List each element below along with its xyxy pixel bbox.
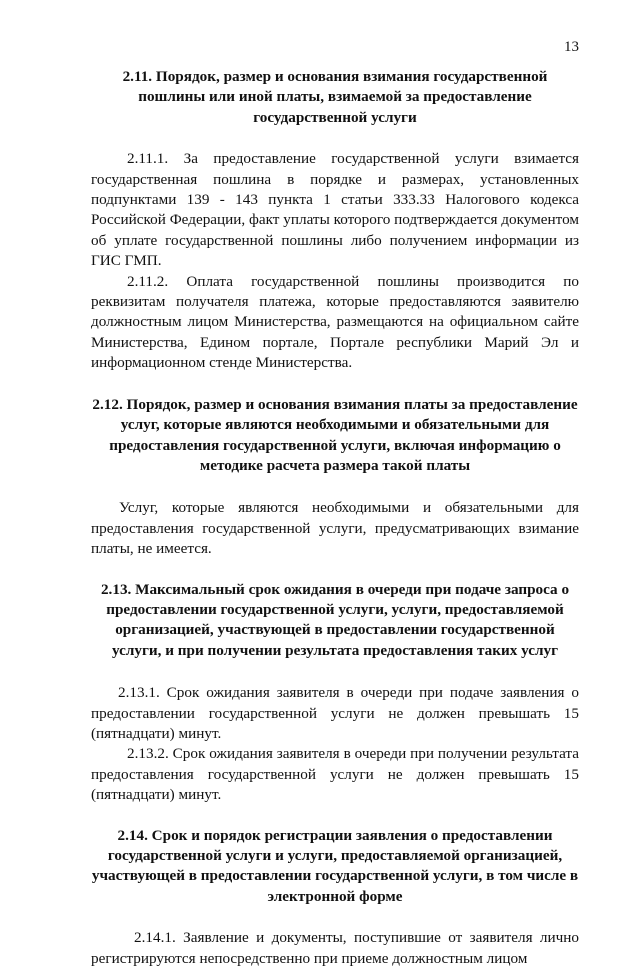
page-number: 13 — [564, 39, 579, 55]
section-heading-2-12: 2.12. Порядок, размер и основания взимания платы за предоставление услуг, которые являются необходимыми и обязательными для предоставления государственной услуги, включая информацию о методике расчета размера такой платы — [92, 395, 578, 474]
paragraph-2-11-2: 2.11.2. Оплата государственной пошлины производится по реквизитам получателя платежа, которые предоставляются заявителю должностным лицом Министерства, размещаются на официальном сайте Министерства, Едином портале, Портале республики Марий Эл и информационном стенде Министерства. — [91, 272, 579, 372]
paragraph-2-13-2: 2.13.2. Срок ожидания заявителя в очереди при получении результата предоставления государственной услуги не должен превышать 15 (пятнадцати) минут. — [91, 745, 579, 804]
paragraph-2-14-1: 2.14.1. Заявление и документы, поступившие от заявителя лично регистрируются непосредственно при приеме должностным лицом — [91, 929, 579, 967]
section-heading-2-14: 2.14. Срок и порядок регистрации заявления о предоставлении государственной услуги и услуги, предоставляемой организацией, участвующей в предоставлении государственной услуги, в том числе в электронной форме — [91, 826, 579, 905]
document-body — [91, 67, 579, 969]
paragraph-2-12: Услуг, которые являются необходимыми и обязательными для предоставления государственной услуги, предусматривающих взимание платы, не имеется. — [91, 499, 579, 558]
section-heading-2-11: 2.11. Порядок, размер и основания взимания государственной пошлины или иной платы, взимаемой за предоставление государственной услуги — [122, 68, 548, 126]
paragraph-2-11-1: 2.11.1. За предоставление государственной услуги взимается государственная пошлина в порядке и размерах, установленных подпунктами 139 - 143 пункта 1 статьи 333.33 Налогового кодекса Российской Федерации, факт уплаты которого подтверждается документом об уплате государственной пошлины либо получением информации из ГИС ГМП. — [91, 150, 579, 270]
paragraph-2-13-1: 2.13.1. Срок ожидания заявителя в очереди при подаче заявления о предоставлении государственной услуги не должен превышать 15 (пятнадцати) минут. — [91, 684, 579, 742]
section-heading-2-13: 2.13. Максимальный срок ожидания в очереди при подаче запроса о предоставлении государственной услуги, услуги, предоставляемой организацией, участвующей в предоставлении государственной услуги, и при получении результата предоставления таких услуг — [100, 580, 570, 659]
